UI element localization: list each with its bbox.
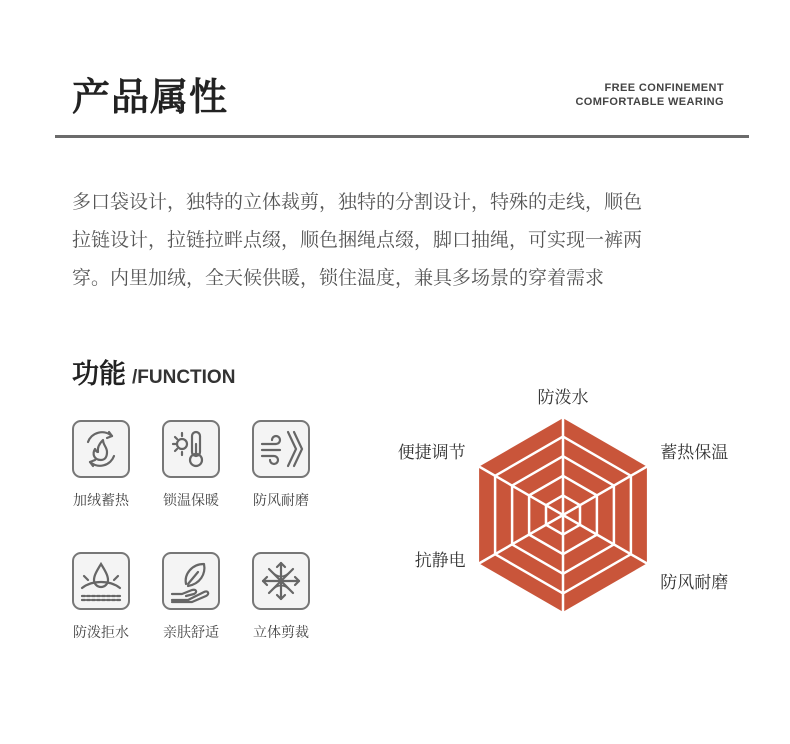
skin-friendly-icon (162, 552, 220, 610)
radar-axis-label: 蓄热保温 (660, 443, 729, 463)
feature-fleece-heat (56, 420, 146, 510)
radar-chart (360, 370, 780, 640)
fleece-heat-icon (72, 420, 130, 478)
feature-label: 立体剪裁 (253, 625, 309, 641)
function-heading (72, 352, 235, 391)
feature-label: 亲肤舒适 (163, 625, 219, 641)
feature-thermometer (146, 420, 236, 510)
feature-label: 锁温保暖 (163, 493, 219, 509)
tagline-line-1: FREE CONFINEMENT (604, 82, 724, 94)
radar-axis-label: 抗静电 (414, 551, 466, 571)
function-title-en: /FUNCTION (132, 367, 236, 388)
radar-axis-label: 防泼水 (537, 388, 589, 408)
tagline (575, 81, 724, 109)
radar-axis-label: 便捷调节 (397, 443, 466, 463)
3d-cut-icon (252, 552, 310, 610)
windproof-icon (252, 420, 310, 478)
description-line-1: 多口袋设计，独特的立体裁剪，独特的分割设计，特殊的走线，顺色 (72, 191, 643, 213)
feature-label: 防泼拒水 (73, 625, 129, 641)
water-repellent-icon (72, 552, 130, 610)
description-line-3: 穿。内里加绒，全天候供暖，锁住温度，兼具多场景的穿着需求 (72, 267, 605, 289)
feature-windproof (236, 420, 326, 510)
function-title-cn: 功能 (72, 359, 126, 390)
feature-water-repellent (56, 552, 146, 642)
feature-skin-friendly (146, 552, 236, 642)
description-line-2: 拉链设计，拉链拉畔点缀，顺色捆绳点缀，脚口抽绳，可实现一裤两 (72, 229, 643, 251)
page-title: 产品属性 (72, 75, 229, 119)
feature-3d-cut (236, 552, 326, 642)
thermometer-icon (162, 420, 220, 478)
feature-label: 防风耐磨 (253, 493, 309, 509)
radar-axis-label: 防风耐磨 (660, 573, 729, 593)
tagline-line-2: COMFORTABLE WEARING (575, 96, 724, 108)
feature-label: 加绒蓄热 (73, 493, 129, 509)
header-divider (55, 135, 749, 138)
product-description (72, 183, 732, 297)
